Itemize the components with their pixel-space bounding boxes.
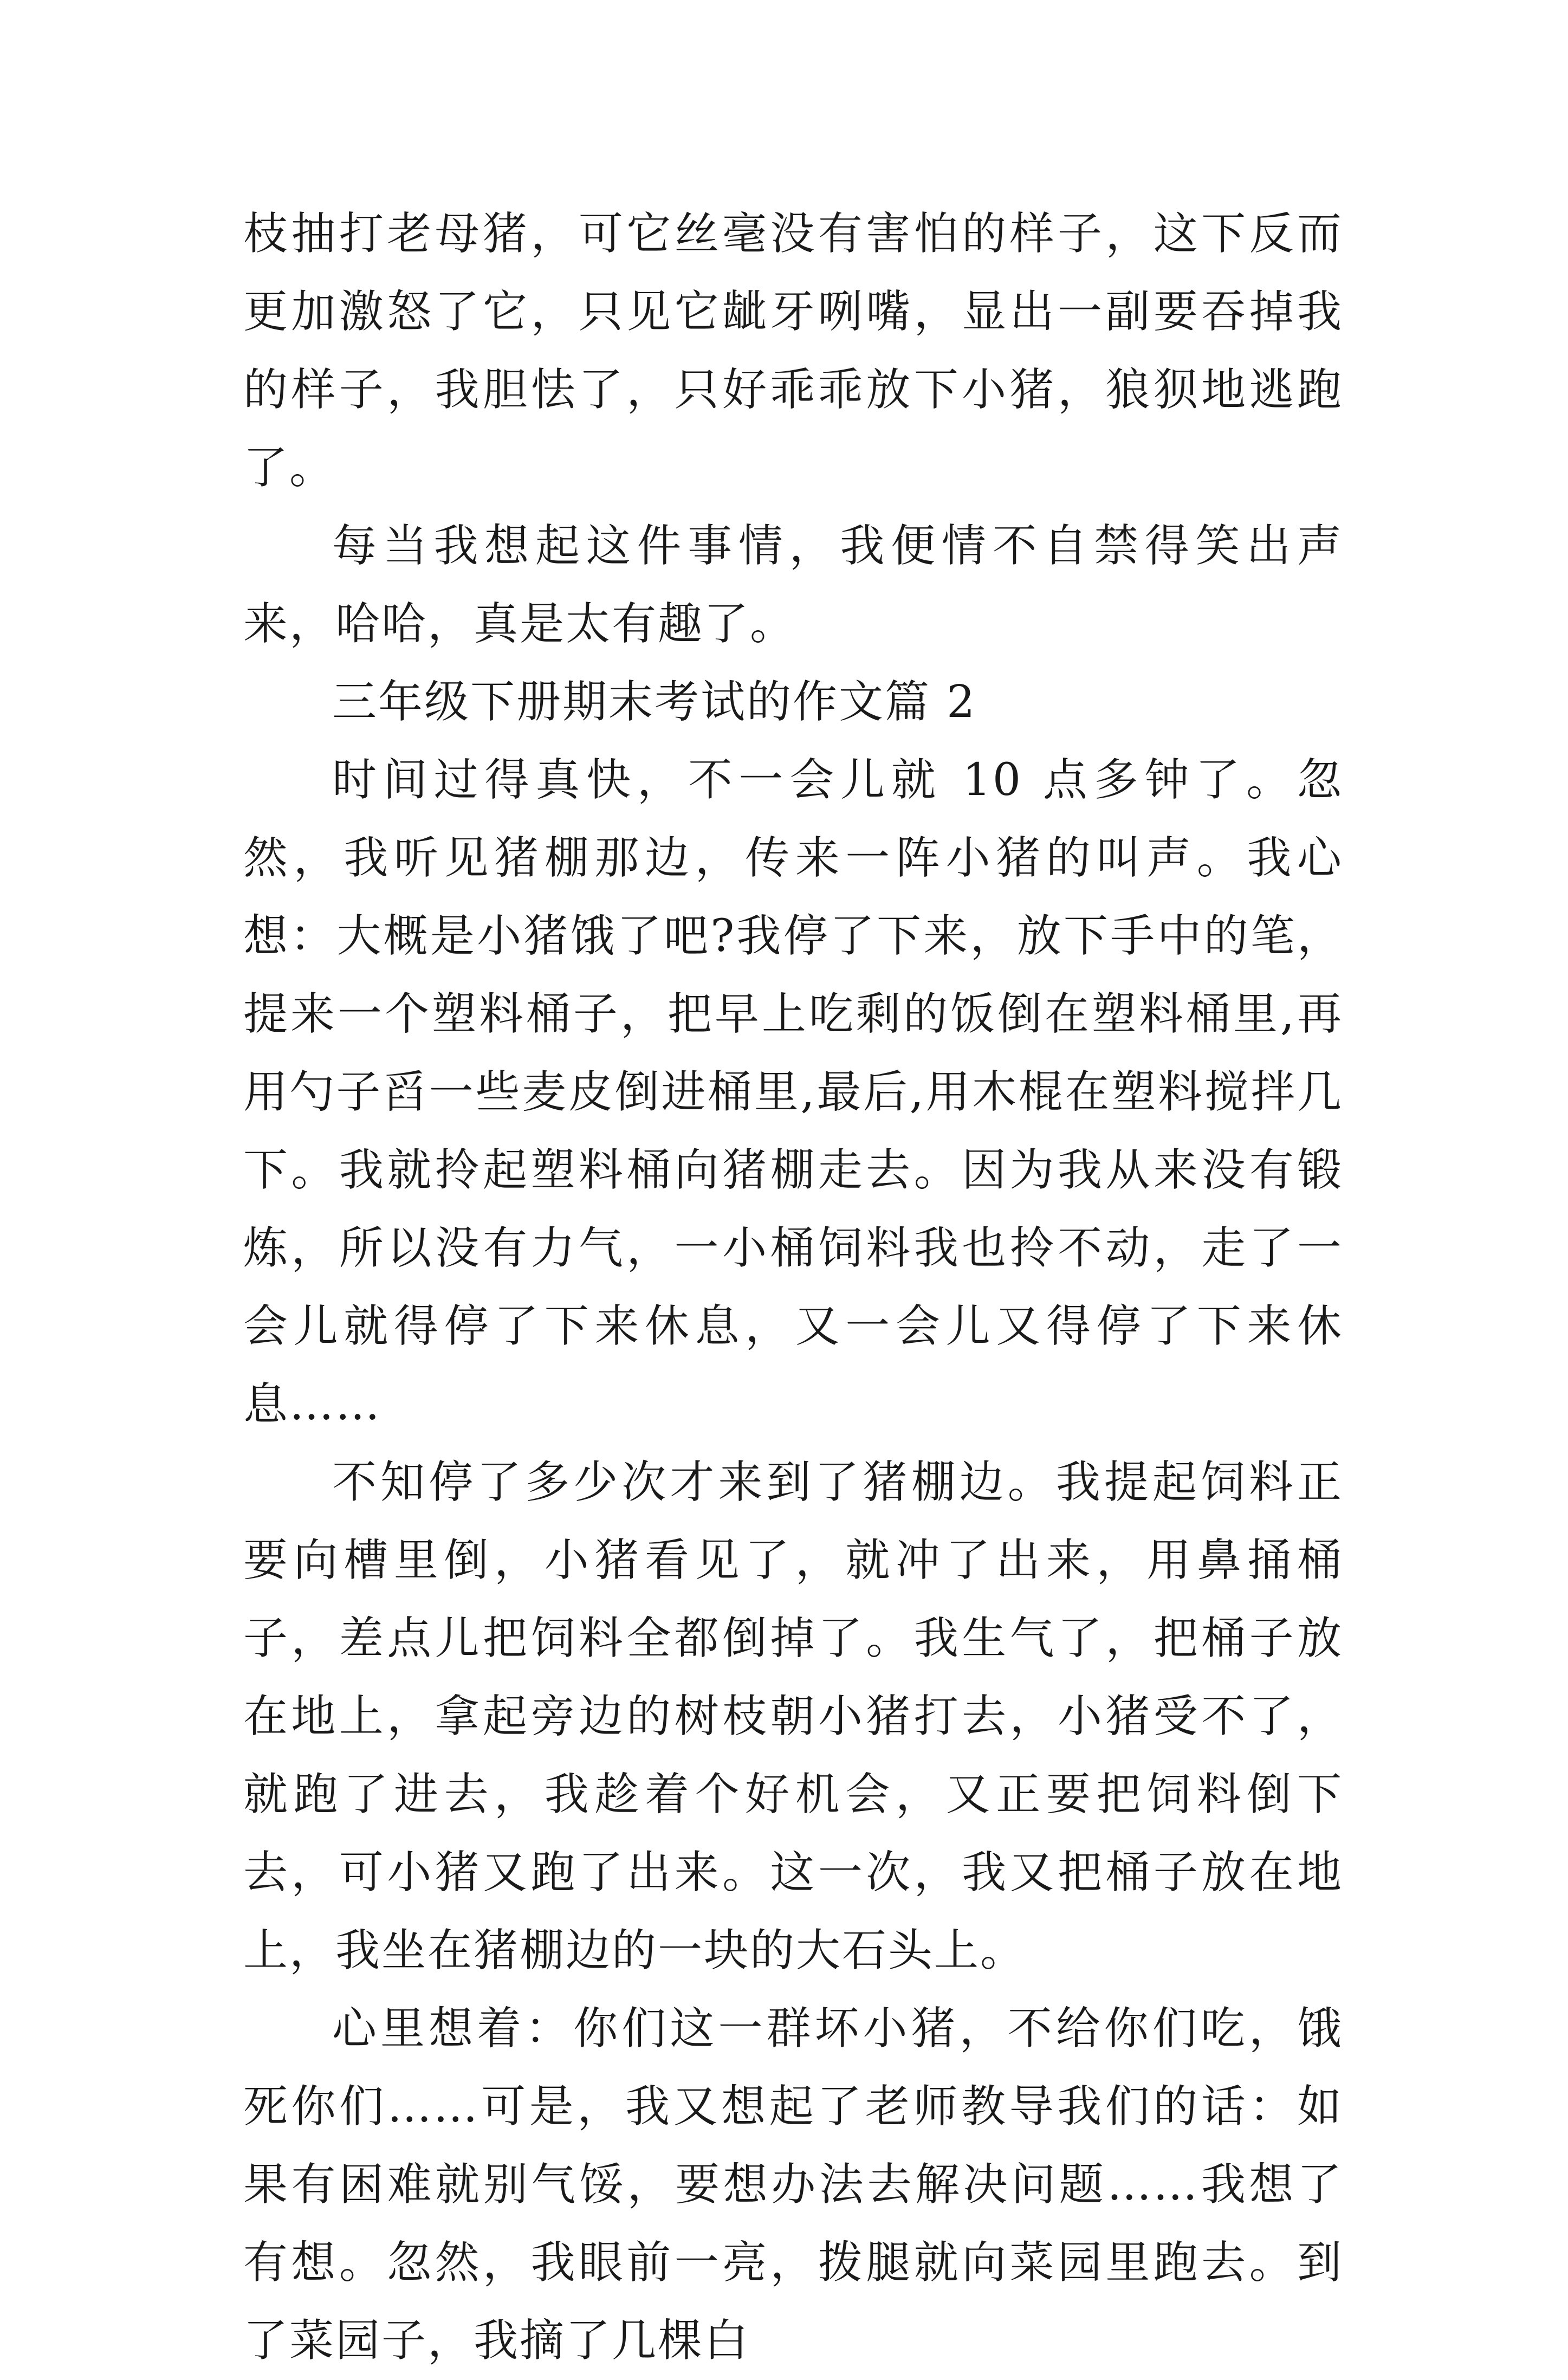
document-body bbox=[243, 195, 1343, 2380]
paragraph-thinking: 心里想着：你们这一群坏小猪，不给你们吃，饿死你们……可是，我又想起了老师教导我们的话：如果有困难就别气馁，要想办法去解决问题……我想了有想。忽然，我眼前一亮，拨腿就向菜园里跑去。到了菜园子，我摘了几棵白 bbox=[243, 2003, 1343, 2366]
essay-heading: 三年级下册期末考试的作文篇 2 bbox=[332, 676, 977, 728]
paragraph-memory: 每当我想起这件事情，我便情不自禁得笑出声来，哈哈，真是太有趣了。 bbox=[243, 520, 1343, 650]
paragraph-feeding: 时间过得真快，不一会儿就 10 点多钟了。忽然，我听见猪棚那边，传来一阵小猪的叫声。我心想：大概是小猪饿了吧?我停了下来，放下手中的笔，提来一个塑料桶子，把早上吃剩的饭倒在塑料桶里,再用勺子舀一些麦皮倒进桶里,最后,用木棍在塑料搅拌几下。我就拎起塑料桶向猪棚走去。因为我从来没有锻炼，所以没有力气，一小桶饲料我也拎不动，走了一会儿就得停了下来休息，又一会儿又得停了下来休息…… bbox=[243, 754, 1343, 1430]
paragraph-continuation: 枝抽打老母猪，可它丝毫没有害怕的样子，这下反而更加激怒了它，只见它龇牙咧嘴，显出一副要吞掉我的样子，我胆怯了，只好乖乖放下小猪，狼狈地逃跑了。 bbox=[243, 208, 1343, 494]
paragraph-pig-shed: 不知停了多少次才来到了猪棚边。我提起饲料正要向槽里倒，小猪看见了，就冲了出来，用鼻捅桶子，差点儿把饲料全都倒掉了。我生气了，把桶子放在地上，拿起旁边的树枝朝小猪打去，小猪受不了，就跑了进去，我趁着个好机会，又正要把饲料倒下去，可小猪又跑了出来。这一次，我又把桶子放在地上，我坐在猪棚边的一块的大石头上。 bbox=[243, 1457, 1343, 1976]
